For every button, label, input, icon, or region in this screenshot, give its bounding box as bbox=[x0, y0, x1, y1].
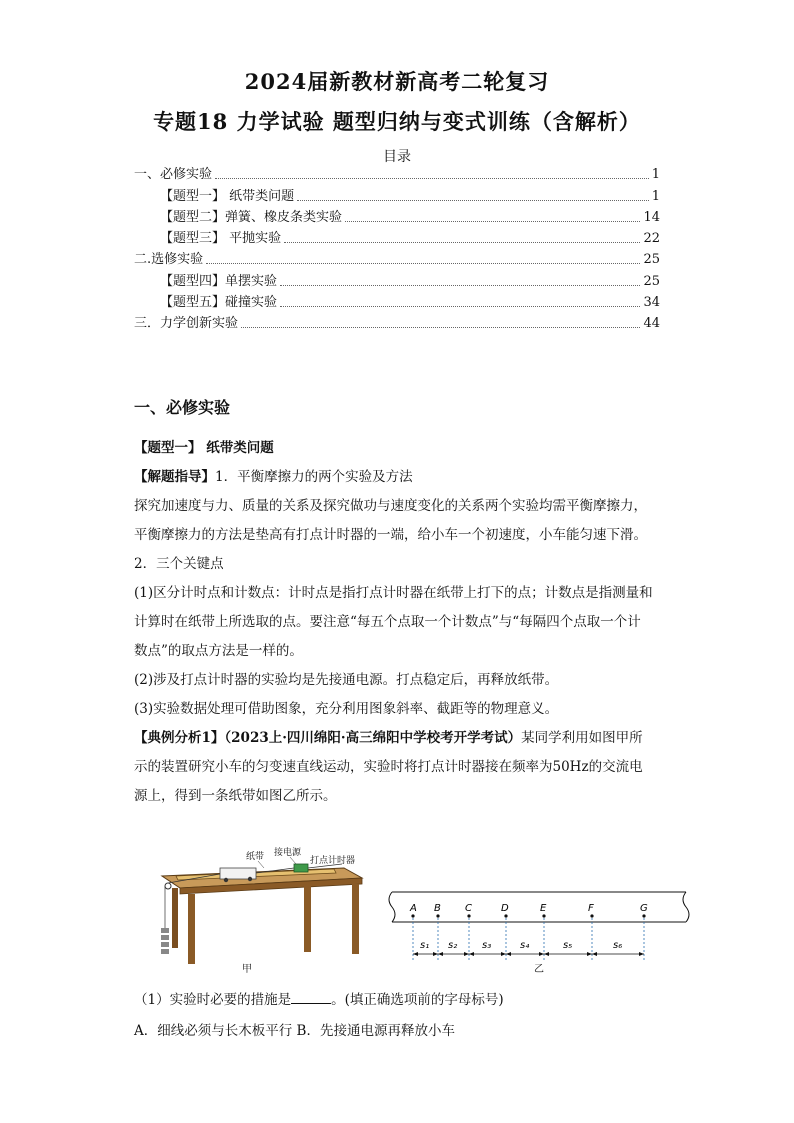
experiment-figures bbox=[154, 846, 694, 976]
tape-point-D bbox=[501, 903, 509, 918]
arrowhead bbox=[433, 952, 438, 956]
hanging-weight bbox=[161, 942, 169, 947]
pulley bbox=[165, 883, 171, 889]
toc-entry-page: 44 bbox=[643, 316, 660, 332]
question-options: A．细线必须与长木板平行 B．先接通电源再释放小车 bbox=[134, 1023, 455, 1039]
toc-entry-label: 【题型一】 纸带类问题 bbox=[160, 188, 295, 204]
leader-line bbox=[258, 861, 264, 868]
label-timer: 打点计时器 bbox=[310, 856, 356, 866]
type1-heading: 【题型一】 纸带类问题 bbox=[134, 440, 274, 456]
question-1 bbox=[134, 986, 662, 1015]
cart-wheel bbox=[248, 877, 252, 881]
arrowhead bbox=[544, 952, 549, 956]
toc-leader-dots bbox=[206, 262, 640, 264]
arrowhead bbox=[469, 952, 474, 956]
tape-dot bbox=[411, 914, 414, 917]
paragraph-line: (1)区分计时点和计数点：计时点是指打点计时器在纸带上打下的点；计数点是指测量和 bbox=[134, 585, 653, 601]
caption-right: 乙 bbox=[534, 964, 544, 975]
toc-entry-label: 三．力学创新实验 bbox=[134, 316, 239, 332]
figure-tape bbox=[389, 892, 689, 975]
toc-entry-label: 【题型五】碰撞实验 bbox=[160, 295, 278, 311]
toc-entry-page: 14 bbox=[643, 209, 660, 225]
example-label: 【典例分析1】 bbox=[134, 730, 225, 746]
tape-dot bbox=[590, 914, 593, 917]
paragraph-line: 数点”的取点方法是一样的。 bbox=[134, 643, 303, 659]
toc-entry-label: 二.选修实验 bbox=[134, 252, 204, 268]
toc-entry-label: 【题型四】单摆实验 bbox=[160, 273, 278, 289]
toc-entry[interactable] bbox=[134, 249, 660, 270]
segment-label: s₅ bbox=[563, 940, 573, 951]
guide-label: 【解题指导】 bbox=[134, 469, 215, 485]
example-paragraph bbox=[134, 724, 662, 753]
toc-entry[interactable] bbox=[134, 228, 660, 249]
arrowhead bbox=[413, 952, 418, 956]
toc-entry-label: 一、必修实验 bbox=[134, 167, 213, 183]
tape-break-right bbox=[683, 892, 689, 922]
label-power: 接电源 bbox=[274, 848, 302, 858]
toc-leader-dots bbox=[215, 177, 649, 179]
tape-dot bbox=[467, 914, 470, 917]
toc-entry[interactable] bbox=[134, 164, 660, 185]
arrowhead bbox=[592, 952, 597, 956]
table-of-contents bbox=[134, 164, 660, 334]
arrowhead bbox=[464, 952, 469, 956]
toc-leader-dots bbox=[280, 305, 640, 307]
toc-entry-page: 25 bbox=[643, 252, 660, 268]
guide-point1: 1．平衡摩擦力的两个实验及方法 bbox=[215, 469, 413, 485]
toc-leader-dots bbox=[280, 284, 640, 286]
tape-point-G bbox=[640, 903, 648, 918]
arrowhead bbox=[501, 952, 506, 956]
paragraph-line: 示的装置研究小车的匀变速直线运动，实验时将打点计时器接在频率为50Hz的交流电 bbox=[134, 759, 643, 775]
hanging-weight bbox=[161, 935, 169, 940]
toc-entry-page: 1 bbox=[651, 167, 660, 183]
paragraph-line: (2)涉及打点计时器的实验均是先接通电源。打点稳定后，再释放纸带。 bbox=[134, 672, 559, 688]
table-leg bbox=[188, 894, 195, 964]
point-label: A bbox=[410, 903, 417, 914]
tape-point-B bbox=[434, 903, 441, 918]
paragraph-line: 源上，得到一条纸带如图乙所示。 bbox=[134, 788, 337, 804]
paragraph-line: 计算时在纸带上所选取的点。要注意“每五个点取一个计数点”与“每隔四个点取一个计 bbox=[134, 614, 641, 630]
document-title: 2024届新教材新高考二轮复习 bbox=[244, 69, 550, 94]
toc-entry[interactable] bbox=[134, 207, 660, 228]
toc-leader-dots bbox=[345, 220, 640, 222]
point-label: B bbox=[434, 903, 441, 914]
toc-entry-page: 34 bbox=[643, 295, 660, 311]
toc-heading: 目录 bbox=[383, 149, 411, 165]
arrowhead bbox=[587, 952, 592, 956]
question-1-prefix: （1）实验时必要的措施是 bbox=[134, 992, 292, 1008]
point-label: G bbox=[640, 903, 648, 914]
arrowhead bbox=[438, 952, 443, 956]
segment-label: s₂ bbox=[448, 940, 458, 951]
question-content bbox=[134, 986, 662, 1046]
toc-leader-dots bbox=[284, 241, 640, 243]
answer-blank[interactable] bbox=[291, 989, 331, 1004]
toc-entry[interactable] bbox=[134, 292, 660, 313]
segment-label: s₁ bbox=[420, 940, 430, 951]
arrowhead bbox=[639, 952, 644, 956]
table-leg bbox=[304, 886, 311, 952]
tape-point-F bbox=[588, 903, 594, 918]
example-text: 某同学利用如图甲所 bbox=[521, 730, 643, 746]
point-label: F bbox=[588, 903, 594, 914]
paragraph-line: (3)实验数据处理可借助图象，充分利用图象斜率、截距等的物理意义。 bbox=[134, 701, 559, 717]
body-content bbox=[134, 434, 662, 811]
table-leg bbox=[352, 884, 359, 954]
toc-entry[interactable] bbox=[134, 270, 660, 291]
cart-wheel bbox=[224, 878, 228, 882]
point-label: E bbox=[540, 903, 547, 914]
leader-line bbox=[290, 857, 296, 864]
hanging-weight bbox=[161, 949, 169, 954]
segment-label: s₆ bbox=[613, 940, 623, 951]
tape-break-left bbox=[389, 892, 395, 922]
tape-dot bbox=[642, 914, 645, 917]
tape-point-A bbox=[409, 903, 417, 918]
toc-entry-page: 1 bbox=[651, 188, 660, 204]
tape-point-C bbox=[465, 903, 472, 918]
toc-entry-label: 【题型二】弹簧、橡皮条类实验 bbox=[160, 209, 343, 225]
arrowhead bbox=[506, 952, 511, 956]
segment-label: s₃ bbox=[482, 940, 492, 951]
document-subtitle: 专题18 力学试验 题型归纳与变式训练（含解析） bbox=[153, 109, 641, 134]
example-source: （2023上·四川绵阳·高三绵阳中学校考开学考试） bbox=[224, 730, 522, 746]
timer-device bbox=[294, 864, 308, 872]
point-label: C bbox=[465, 903, 472, 914]
point-heading: 2．三个关键点 bbox=[134, 556, 224, 572]
toc-entry-page: 22 bbox=[643, 231, 660, 247]
tape-point-E bbox=[540, 903, 547, 918]
toc-entry-page: 25 bbox=[643, 273, 660, 289]
toc-entry[interactable] bbox=[134, 185, 660, 206]
guide-paragraph bbox=[134, 463, 662, 492]
arrowhead bbox=[539, 952, 544, 956]
tape-dot bbox=[436, 914, 439, 917]
toc-leader-dots bbox=[297, 199, 649, 201]
toc-leader-dots bbox=[241, 326, 640, 328]
label-tape: 纸带 bbox=[246, 852, 265, 862]
segment-label: s₄ bbox=[520, 940, 530, 951]
hanging-weight bbox=[161, 928, 169, 933]
tape-dot bbox=[542, 914, 545, 917]
paragraph-line: 平衡摩擦力的方法是垫高有打点计时器的一端，给小车一个初速度，小车能匀速下滑。 bbox=[134, 527, 647, 543]
tape-dot bbox=[504, 914, 507, 917]
point-label: D bbox=[501, 903, 509, 914]
question-1-suffix: 。(填正确选项前的字母标号) bbox=[331, 992, 504, 1008]
section-heading: 一、必修实验 bbox=[134, 398, 231, 417]
table-leg bbox=[172, 888, 178, 948]
caption-left: 甲 bbox=[242, 964, 252, 975]
figure-apparatus bbox=[161, 846, 362, 975]
toc-entry-label: 【题型三】 平抛实验 bbox=[160, 231, 282, 247]
toc-entry[interactable] bbox=[134, 313, 660, 334]
paragraph-line: 探究加速度与力、质量的关系及探究做功与速度变化的关系两个实验均需平衡摩擦力， bbox=[134, 498, 647, 514]
